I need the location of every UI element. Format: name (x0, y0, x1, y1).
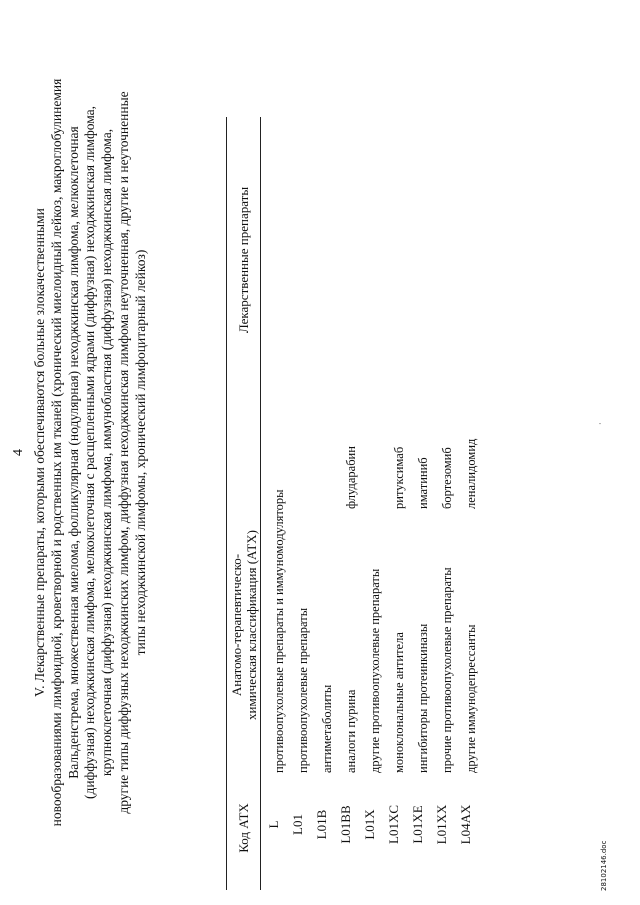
margin-mark: · (596, 422, 605, 425)
document-footer: 28102146.doc (600, 840, 608, 891)
row-name: моноклональные антитела (392, 632, 406, 773)
page-number: 4 (11, 449, 26, 456)
row-code: L01X (362, 809, 377, 840)
row-code: L04AX (458, 804, 473, 845)
heading-line: (диффузная) неходжкинская лимфома, мелкоклеточная с расщепленными ядрами (диффузная) неходжкинская лимфома, (82, 105, 98, 800)
table-top-border (226, 117, 227, 890)
header-drugs: Лекарственные препараты (236, 186, 251, 334)
row-drug: ритуксимаб (392, 446, 406, 509)
heading-line: Вальденстрема, множественная миелома, фолликулярная (нодулярная) неходжкинская лимфома, мелкоклеточная (65, 126, 81, 779)
heading-line: новообразованиями лимфоидной, кроветворной и родственных им тканей (хронический миелоидный лейкоз, макроглобулинемия (48, 78, 64, 827)
row-code: L01XC (386, 805, 401, 844)
row-code: L (266, 820, 281, 829)
heading-line: V. Лекарственные препараты, которыми обеспечиваются больные злокачественными (32, 208, 47, 697)
row-name: противоопухолевые препараты и иммуномодуляторы (272, 489, 286, 773)
row-code: L01BB (338, 805, 353, 844)
table-header-border (260, 117, 261, 890)
row-name: аналоги пурина (344, 689, 358, 773)
heading-line: крупноклеточная (диффузная) неходжкинская лимфома, иммунобластная (диффузная) неходжкинская лимфома, (99, 128, 115, 777)
heading-line: другие типы диффузных неходжкинских лимфом, диффузная неходжкинская лимфома неуточненная, другие и неуточненные (115, 91, 131, 814)
row-drug: иматиниб (416, 457, 430, 509)
row-name: антиметаболиты (320, 684, 334, 773)
row-drug: бортезомиб (440, 447, 454, 509)
row-code: L01B (314, 809, 329, 840)
header-classification: Анатомо-терапевтическо-химическая классификация (АТХ) (229, 530, 259, 720)
row-drug: флударабин (344, 446, 358, 509)
row-code: L01 (290, 814, 305, 835)
row-name: прочие противоопухолевые препараты (440, 567, 454, 773)
row-code: L01XX (434, 804, 449, 845)
row-name: другие противоопухолевые препараты (368, 568, 382, 773)
row-name: ингибиторы протеинкиназы (416, 623, 430, 773)
row-name: другие иммунодепрессанты (464, 624, 478, 773)
header-code: Код АТХ (236, 803, 251, 853)
heading-line: типы неходжкинской лимфомы, хронический лимфоцитарный лейкоз) (132, 249, 148, 656)
row-drug: леналидомид (464, 438, 478, 509)
row-code: L01XE (410, 805, 425, 844)
section-heading (32, 40, 150, 865)
row-name: противоопухолевые препараты (296, 607, 310, 773)
